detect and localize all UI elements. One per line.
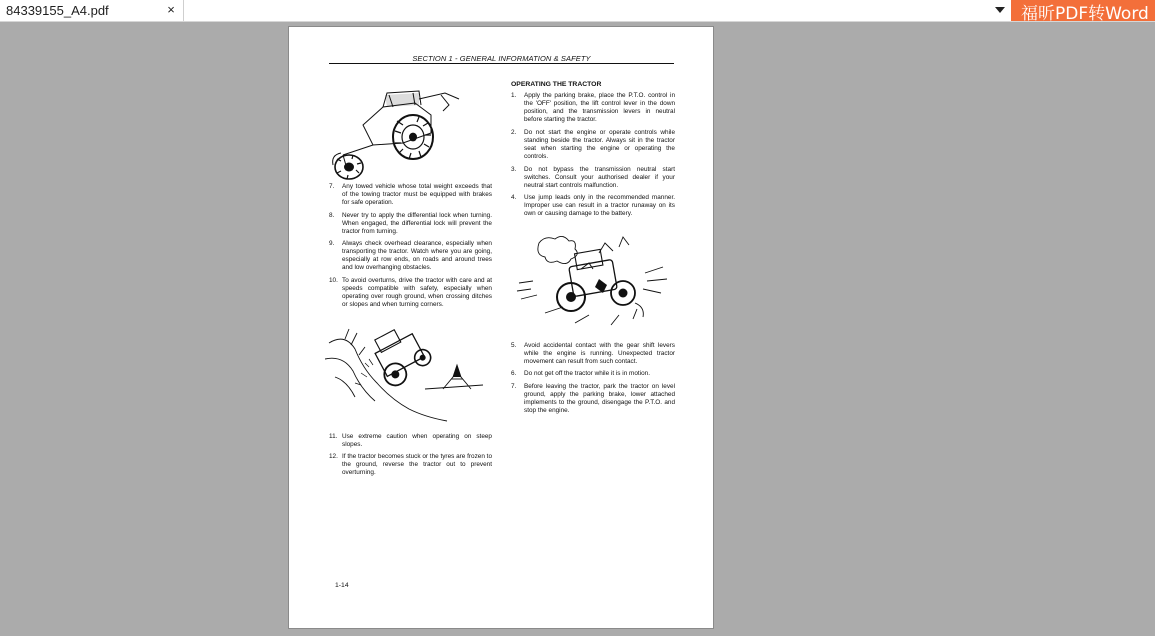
item-text: Any towed vehicle whose total weight exceeds that of the towing tractor must be equipped with brakes for safe operation. <box>342 183 492 207</box>
item-text: Use extreme caution when operating on steep slopes. <box>342 433 492 449</box>
item-number: 9. <box>329 240 335 247</box>
item-text: Do not start the engine or operate controls while standing beside the tractor. Always sit in the tractor seat when starting the engine or operating the controls. <box>524 129 675 161</box>
tab-title: 84339155_A4.pdf <box>6 3 109 18</box>
pdf-page <box>288 26 714 629</box>
item-text: Always check overhead clearance, especially when transporting the tractor. Watch where you are going, especially at row ends, on roads and around trees and low overhanging obstacles. <box>342 240 492 272</box>
promo-label: 福昕PDF转Word <box>1021 4 1149 21</box>
tractor-driver-illustration <box>323 85 463 181</box>
page-number: 1-14 <box>335 582 349 589</box>
chevron-down-icon[interactable] <box>991 1 1009 19</box>
item-number: 6. <box>511 370 517 377</box>
item-text: Avoid accidental contact with the gear shift levers while the engine is running. Unexpected tractor movement can result from such contact. <box>524 342 675 366</box>
item-text: Never try to apply the differential lock when turning. When engaged, the differential lock will prevent the tractor from turning. <box>342 212 492 236</box>
document-tab[interactable] <box>0 0 184 21</box>
item-text: To avoid overturns, drive the tractor with care and at speeds compatible with safety, especially when operating over rough ground, when crossing ditches or slopes and when turning corners. <box>342 277 492 309</box>
item-number: 3. <box>511 166 517 173</box>
item-number: 11. <box>329 433 338 440</box>
item-number: 2. <box>511 129 517 136</box>
header-rule <box>329 63 674 64</box>
section-title: OPERATING THE TRACTOR <box>511 81 602 88</box>
tab-bar <box>0 0 1155 22</box>
item-number: 7. <box>511 383 517 390</box>
item-number: 4. <box>511 194 517 201</box>
item-text: Use jump leads only in the recommended manner. Improper use can result in a tractor runaway on its own or causing damage to the battery. <box>524 194 675 218</box>
item-number: 8. <box>329 212 335 219</box>
item-number: 5. <box>511 342 517 349</box>
item-text: Do not get off the tractor while it is in motion. <box>524 370 650 377</box>
item-number: 10. <box>329 277 338 284</box>
tractor-runaway-illustration <box>515 233 671 333</box>
tractor-slope-illustration <box>325 319 485 425</box>
item-text: Apply the parking brake, place the P.T.O. control in the 'OFF' position, the lift control lever in the down position, and the transmission levers in neutral before starting the tractor. <box>524 92 675 124</box>
item-text: Do not bypass the transmission neutral start switches. Consult your authorised dealer if your neutral start controls malfunction. <box>524 166 675 190</box>
item-number: 12. <box>329 453 338 460</box>
section-header: SECTION 1 - GENERAL INFORMATION & SAFETY <box>412 54 591 63</box>
item-number: 1. <box>511 92 517 99</box>
item-number: 7. <box>329 183 335 190</box>
promo-button[interactable] <box>1011 0 1155 21</box>
item-text: Before leaving the tractor, park the tractor on level ground, apply the parking brake, lower attached implements to the ground, disengage the P.T.O. and stop the engine. <box>524 383 675 415</box>
item-text: If the tractor becomes stuck or the tyres are frozen to the ground, reverse the tractor out to prevent overturning. <box>342 453 492 477</box>
close-icon[interactable]: × <box>167 2 175 17</box>
